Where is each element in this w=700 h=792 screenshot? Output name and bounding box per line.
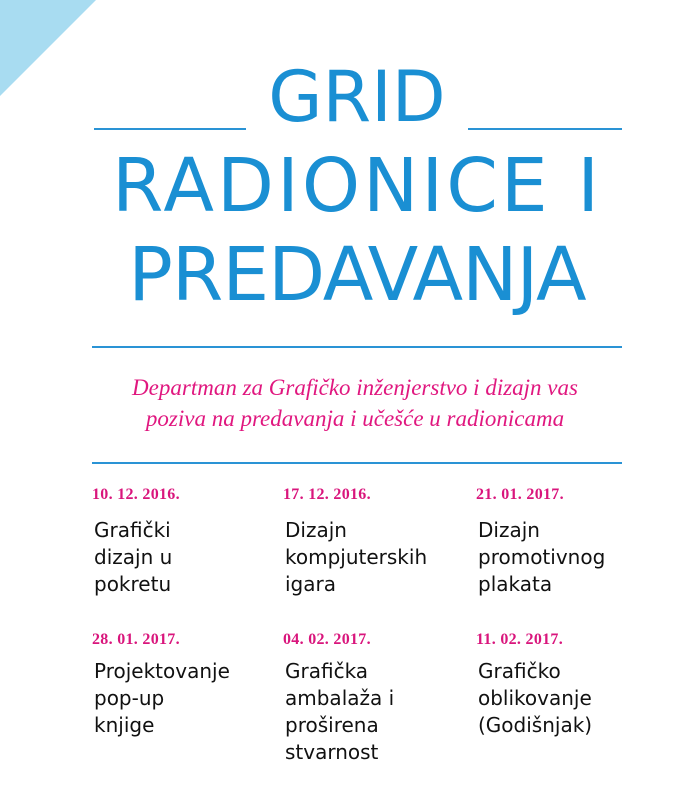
event-date: 28. 01. 2017.: [92, 631, 180, 648]
event-title: Projektovanje pop-up knjige: [94, 659, 230, 737]
event-title: Grafičko oblikovanje (Godišnjak): [478, 659, 593, 737]
event-item-6: [476, 630, 656, 739]
event-title: Dizajn promotivnog plakata: [478, 518, 606, 596]
event-item-4: [92, 630, 272, 739]
event-title: Grafička ambalaža i proširena stvarnost: [285, 659, 395, 764]
event-date: 10. 12. 2016.: [92, 486, 180, 503]
title-line-2: RADIONICE I: [111, 143, 603, 229]
event-title: Dizajn kompjuterskih igara: [285, 518, 428, 596]
event-item-5: [283, 630, 463, 766]
title-line-1: GRID: [268, 56, 446, 138]
event-item-2: [283, 485, 463, 598]
subtitle-line-2: poziva na predavanja i učešće u radionicama: [145, 406, 565, 431]
event-date: 11. 02. 2017.: [476, 631, 564, 648]
event-date: 04. 02. 2017.: [283, 631, 371, 648]
event-item-1: [92, 485, 272, 598]
title-line-3: PREDAVANJA: [128, 232, 586, 318]
title-rule-bottom: [92, 346, 622, 348]
event-date: 21. 01. 2017.: [476, 486, 564, 503]
subtitle-line-1: Departman za Grafičko inženjerstvo i dizajn vas: [132, 375, 578, 400]
subtitle-rule-bottom: [92, 462, 622, 464]
event-date: 17. 12. 2016.: [283, 486, 371, 503]
event-item-3: [476, 485, 656, 598]
corner-decoration: [0, 0, 96, 96]
event-title: Grafički dizajn u pokretu: [94, 518, 173, 596]
